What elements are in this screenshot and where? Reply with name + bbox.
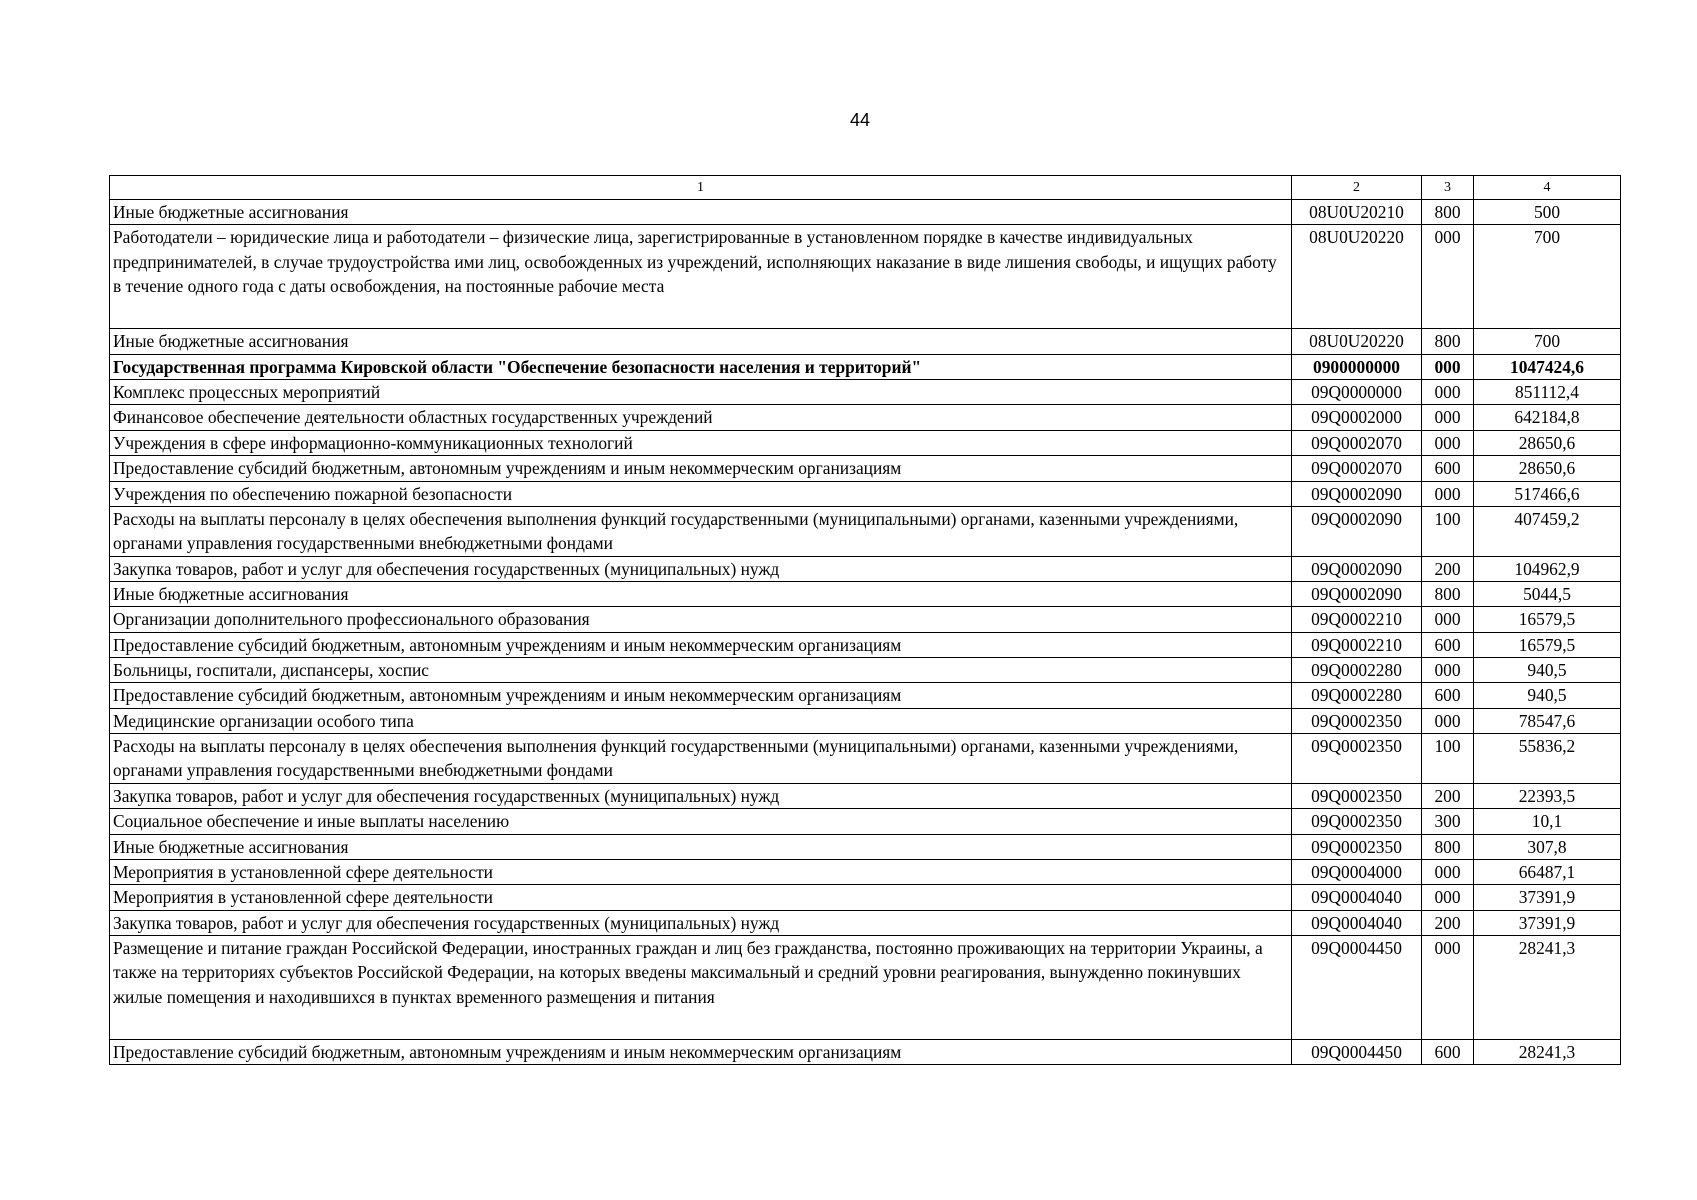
table-header-row bbox=[110, 176, 1621, 200]
row-amount-cell: 78547,6 bbox=[1474, 708, 1621, 733]
row-type-cell: 000 bbox=[1422, 708, 1474, 733]
header-cell-1: 1 bbox=[110, 176, 1292, 200]
table-row bbox=[110, 200, 1621, 225]
row-name-cell: Закупка товаров, работ и услуг для обеспечения государственных (муниципальных) нужд bbox=[110, 556, 1292, 581]
row-type-cell: 000 bbox=[1422, 658, 1474, 683]
row-code-cell: 0900000000 bbox=[1292, 354, 1422, 379]
row-name-cell: Государственная программа Кировской области "Обеспечение безопасности населения и территорий" bbox=[110, 354, 1292, 379]
row-code-cell: 09Q0002090 bbox=[1292, 506, 1422, 556]
row-code-cell: 09Q0002350 bbox=[1292, 734, 1422, 784]
row-type-cell: 800 bbox=[1422, 329, 1474, 354]
budget-table bbox=[109, 175, 1621, 1065]
row-code-cell: 09Q0002210 bbox=[1292, 632, 1422, 657]
row-name-cell: Социальное обеспечение и иные выплаты населению bbox=[110, 809, 1292, 834]
row-amount-cell: 517466,6 bbox=[1474, 481, 1621, 506]
row-code-cell: 09Q0002210 bbox=[1292, 607, 1422, 632]
row-name-cell: Мероприятия в установленной сфере деятельности bbox=[110, 859, 1292, 884]
row-type-cell: 000 bbox=[1422, 354, 1474, 379]
row-type-cell: 000 bbox=[1422, 607, 1474, 632]
row-code-cell: 09Q0000000 bbox=[1292, 380, 1422, 405]
row-name-cell: Учреждения по обеспечению пожарной безопасности bbox=[110, 481, 1292, 506]
table-row bbox=[110, 456, 1621, 481]
row-code-cell: 09Q0002280 bbox=[1292, 658, 1422, 683]
row-amount-cell: 28241,3 bbox=[1474, 935, 1621, 1039]
row-name-cell: Закупка товаров, работ и услуг для обеспечения государственных (муниципальных) нужд bbox=[110, 910, 1292, 935]
table-row bbox=[110, 329, 1621, 354]
row-code-cell: 09Q0002090 bbox=[1292, 481, 1422, 506]
row-code-cell: 09Q0002090 bbox=[1292, 556, 1422, 581]
row-amount-cell: 940,5 bbox=[1474, 658, 1621, 683]
header-cell-2: 2 bbox=[1292, 176, 1422, 200]
row-type-cell: 600 bbox=[1422, 1039, 1474, 1064]
row-amount-cell: 16579,5 bbox=[1474, 632, 1621, 657]
table-row bbox=[110, 556, 1621, 581]
table-row bbox=[110, 658, 1621, 683]
row-code-cell: 09Q0002000 bbox=[1292, 405, 1422, 430]
row-type-cell: 200 bbox=[1422, 783, 1474, 808]
row-code-cell: 09Q0002070 bbox=[1292, 430, 1422, 455]
row-type-cell: 600 bbox=[1422, 683, 1474, 708]
table-row bbox=[110, 935, 1621, 1039]
table-row bbox=[110, 1039, 1621, 1064]
table-row bbox=[110, 708, 1621, 733]
row-name-cell: Предоставление субсидий бюджетным, автономным учреждениям и иным некоммерческим организациям bbox=[110, 683, 1292, 708]
row-code-cell: 09Q0004450 bbox=[1292, 935, 1422, 1039]
row-amount-cell: 851112,4 bbox=[1474, 380, 1621, 405]
row-code-cell: 08U0U20220 bbox=[1292, 225, 1422, 329]
header-cell-4: 4 bbox=[1474, 176, 1621, 200]
row-amount-cell: 16579,5 bbox=[1474, 607, 1621, 632]
row-amount-cell: 104962,9 bbox=[1474, 556, 1621, 581]
row-code-cell: 09Q0002070 bbox=[1292, 456, 1422, 481]
row-name-cell: Иные бюджетные ассигнования bbox=[110, 200, 1292, 225]
row-amount-cell: 1047424,6 bbox=[1474, 354, 1621, 379]
table-row bbox=[110, 354, 1621, 379]
budget-table-body bbox=[110, 176, 1621, 1065]
row-name-cell: Организации дополнительного профессионального образования bbox=[110, 607, 1292, 632]
table-row bbox=[110, 380, 1621, 405]
row-amount-cell: 28650,6 bbox=[1474, 456, 1621, 481]
row-type-cell: 000 bbox=[1422, 225, 1474, 329]
row-name-cell: Учреждения в сфере информационно-коммуникационных технологий bbox=[110, 430, 1292, 455]
row-name-cell: Мероприятия в установленной сфере деятельности bbox=[110, 885, 1292, 910]
table-row bbox=[110, 834, 1621, 859]
row-name-cell: Иные бюджетные ассигнования bbox=[110, 834, 1292, 859]
row-amount-cell: 940,5 bbox=[1474, 683, 1621, 708]
row-type-cell: 000 bbox=[1422, 380, 1474, 405]
table-row bbox=[110, 506, 1621, 556]
row-name-cell: Иные бюджетные ассигнования bbox=[110, 581, 1292, 606]
row-code-cell: 08U0U20210 bbox=[1292, 200, 1422, 225]
row-name-cell: Предоставление субсидий бюджетным, автономным учреждениям и иным некоммерческим организациям bbox=[110, 456, 1292, 481]
row-type-cell: 800 bbox=[1422, 581, 1474, 606]
row-amount-cell: 700 bbox=[1474, 329, 1621, 354]
row-amount-cell: 37391,9 bbox=[1474, 910, 1621, 935]
row-amount-cell: 22393,5 bbox=[1474, 783, 1621, 808]
row-amount-cell: 28650,6 bbox=[1474, 430, 1621, 455]
table-row bbox=[110, 910, 1621, 935]
row-name-cell: Предоставление субсидий бюджетным, автономным учреждениям и иным некоммерческим организациям bbox=[110, 1039, 1292, 1064]
row-type-cell: 800 bbox=[1422, 834, 1474, 859]
row-amount-cell: 407459,2 bbox=[1474, 506, 1621, 556]
row-amount-cell: 10,1 bbox=[1474, 809, 1621, 834]
row-code-cell: 08U0U20220 bbox=[1292, 329, 1422, 354]
row-amount-cell: 66487,1 bbox=[1474, 859, 1621, 884]
row-name-cell: Больницы, госпитали, диспансеры, хоспис bbox=[110, 658, 1292, 683]
row-type-cell: 000 bbox=[1422, 859, 1474, 884]
row-code-cell: 09Q0004450 bbox=[1292, 1039, 1422, 1064]
row-name-cell: Комплекс процессных мероприятий bbox=[110, 380, 1292, 405]
table-row bbox=[110, 481, 1621, 506]
header-cell-3: 3 bbox=[1422, 176, 1474, 200]
row-name-cell: Финансовое обеспечение деятельности областных государственных учреждений bbox=[110, 405, 1292, 430]
row-type-cell: 000 bbox=[1422, 481, 1474, 506]
row-amount-cell: 700 bbox=[1474, 225, 1621, 329]
table-row bbox=[110, 859, 1621, 884]
row-code-cell: 09Q0004040 bbox=[1292, 910, 1422, 935]
row-name-cell: Расходы на выплаты персоналу в целях обеспечения выполнения функций государственными (муниципальными) органами, казенными учреждениями, органами управления государственными внебюджетными фондами bbox=[110, 506, 1292, 556]
row-type-cell: 600 bbox=[1422, 456, 1474, 481]
row-type-cell: 300 bbox=[1422, 809, 1474, 834]
row-code-cell: 09Q0002350 bbox=[1292, 809, 1422, 834]
row-name-cell: Предоставление субсидий бюджетным, автономным учреждениям и иным некоммерческим организациям bbox=[110, 632, 1292, 657]
row-amount-cell: 5044,5 bbox=[1474, 581, 1621, 606]
table-row bbox=[110, 809, 1621, 834]
table-row bbox=[110, 734, 1621, 784]
table-row bbox=[110, 581, 1621, 606]
row-name-cell: Закупка товаров, работ и услуг для обеспечения государственных (муниципальных) нужд bbox=[110, 783, 1292, 808]
table-row bbox=[110, 607, 1621, 632]
row-name-cell: Медицинские организации особого типа bbox=[110, 708, 1292, 733]
table-row bbox=[110, 405, 1621, 430]
table-row bbox=[110, 225, 1621, 329]
row-code-cell: 09Q0004000 bbox=[1292, 859, 1422, 884]
row-name-cell: Работодатели – юридические лица и работодатели – физические лица, зарегистрированные в установленном порядке в качестве индивидуальных предпринимателей, в случае трудоустройства ими лиц, освобожденных из учреждений, исполняющих наказание в виде лишения свободы, и ищущих работу в течение одного года с даты освобождения, на постоянные рабочие места bbox=[110, 225, 1292, 329]
row-amount-cell: 307,8 bbox=[1474, 834, 1621, 859]
row-amount-cell: 28241,3 bbox=[1474, 1039, 1621, 1064]
row-type-cell: 100 bbox=[1422, 506, 1474, 556]
row-amount-cell: 37391,9 bbox=[1474, 885, 1621, 910]
page-number: 44 bbox=[849, 110, 871, 130]
row-amount-cell: 55836,2 bbox=[1474, 734, 1621, 784]
row-code-cell: 09Q0002090 bbox=[1292, 581, 1422, 606]
row-code-cell: 09Q0002350 bbox=[1292, 708, 1422, 733]
row-type-cell: 000 bbox=[1422, 935, 1474, 1039]
table-row bbox=[110, 430, 1621, 455]
table-row bbox=[110, 885, 1621, 910]
row-code-cell: 09Q0002350 bbox=[1292, 783, 1422, 808]
table-row bbox=[110, 683, 1621, 708]
row-type-cell: 200 bbox=[1422, 910, 1474, 935]
row-code-cell: 09Q0002280 bbox=[1292, 683, 1422, 708]
table-row bbox=[110, 632, 1621, 657]
row-code-cell: 09Q0002350 bbox=[1292, 834, 1422, 859]
row-type-cell: 100 bbox=[1422, 734, 1474, 784]
table-row bbox=[110, 783, 1621, 808]
row-type-cell: 200 bbox=[1422, 556, 1474, 581]
row-type-cell: 000 bbox=[1422, 885, 1474, 910]
row-amount-cell: 500 bbox=[1474, 200, 1621, 225]
row-name-cell: Расходы на выплаты персоналу в целях обеспечения выполнения функций государственными (муниципальными) органами, казенными учреждениями, органами управления государственными внебюджетными фондами bbox=[110, 734, 1292, 784]
row-code-cell: 09Q0004040 bbox=[1292, 885, 1422, 910]
row-type-cell: 000 bbox=[1422, 405, 1474, 430]
row-type-cell: 800 bbox=[1422, 200, 1474, 225]
row-type-cell: 000 bbox=[1422, 430, 1474, 455]
row-name-cell: Иные бюджетные ассигнования bbox=[110, 329, 1292, 354]
row-type-cell: 600 bbox=[1422, 632, 1474, 657]
row-name-cell: Размещение и питание граждан Российской Федерации, иностранных граждан и лиц без гражданства, постоянно проживающих на территории Украины, а также на территориях субъектов Российской Федерации, на которых введены максимальный и средний уровни реагирования, вынужденно покинувших жилые помещения и находившихся в пунктах временного размещения и питания bbox=[110, 935, 1292, 1039]
row-amount-cell: 642184,8 bbox=[1474, 405, 1621, 430]
